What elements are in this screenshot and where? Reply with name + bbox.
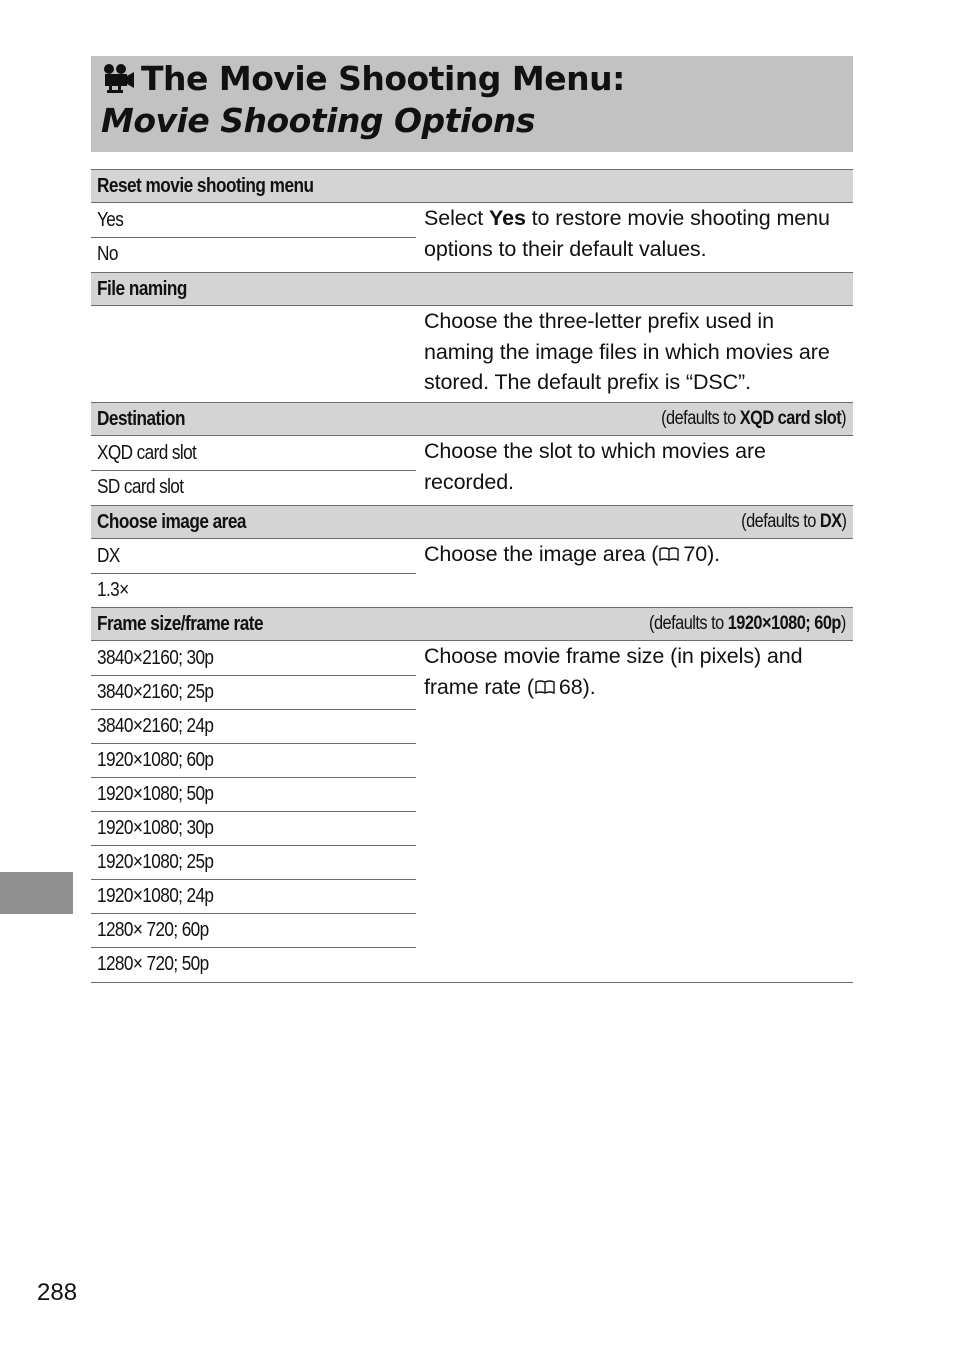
default-text: ) [841, 511, 846, 532]
section-header [91, 402, 853, 436]
option-label: DX [97, 545, 120, 567]
section-title: Reset movie shooting menu [97, 175, 314, 197]
section-header [91, 169, 853, 203]
default-value: DX [819, 511, 842, 532]
default-text: (defaults to [661, 408, 740, 429]
page-reference: 70 [683, 542, 708, 566]
option-row [91, 642, 416, 676]
option-row [91, 744, 416, 778]
page-title [101, 58, 853, 100]
option-row [91, 778, 416, 812]
option-row [91, 948, 416, 982]
section-header [91, 607, 853, 641]
option-row [91, 540, 416, 574]
section-default [661, 403, 846, 435]
option-row [91, 471, 416, 505]
option-label: 1.3× [97, 579, 129, 601]
default-text: ) [841, 613, 846, 634]
desc-text: Choose movie frame size (in pixels) and frame rate ( [424, 644, 803, 699]
section-title: Destination [97, 408, 185, 430]
desc-text: ). [582, 674, 596, 699]
section-title: Choose image area [97, 511, 246, 533]
section-description: Choose the slot to which movies are recorded. [424, 439, 766, 494]
desc-text: Choose the image area ( [424, 542, 659, 566]
section-default [741, 506, 846, 538]
option-label: XQD card slot [97, 442, 197, 464]
book-reference-icon [658, 546, 680, 562]
book-reference-icon [534, 679, 556, 695]
option-row [91, 914, 416, 948]
option-label: 3840×2160; 30p [97, 647, 214, 669]
option-label: 1920×1080; 50p [97, 783, 214, 805]
option-label: 3840×2160; 24p [97, 715, 214, 737]
option-label: 1920×1080; 60p [97, 749, 214, 771]
option-row [91, 812, 416, 846]
default-value: XQD card slot [739, 408, 842, 429]
option-label: 3840×2160; 25p [97, 681, 214, 703]
default-text: (defaults to [649, 613, 728, 634]
desc-text: to restore movie shooting menu options to their default values. [424, 206, 830, 261]
title-line-1: The Movie Shooting Menu: [141, 59, 625, 98]
option-label: 1920×1080; 24p [97, 885, 214, 907]
option-row [91, 880, 416, 914]
desc-emphasis: Yes [489, 206, 526, 230]
option-label: 1920×1080; 25p [97, 851, 214, 873]
option-label: SD card slot [97, 476, 184, 498]
section-description [424, 641, 849, 702]
desc-text: ). [707, 542, 720, 566]
section-title: Frame size/frame rate [97, 613, 264, 635]
section-header [91, 272, 853, 306]
section-description [424, 203, 849, 264]
option-row [91, 846, 416, 880]
option-label: 1920×1080; 30p [97, 817, 214, 839]
section-title: File naming [97, 278, 187, 300]
page-subtitle: Movie Shooting Options [101, 101, 536, 140]
option-row [91, 710, 416, 744]
page-title-box [91, 56, 853, 152]
option-label: 1280× 720; 60p [97, 919, 209, 941]
option-row [91, 676, 416, 710]
page-number: 288 [37, 1279, 78, 1306]
section-default [649, 608, 846, 640]
section-description: Choose the three-letter prefix used in naming the image files in which movies are stored. The default prefix is “DSC”. [424, 309, 830, 394]
default-text: (defaults to [740, 511, 820, 532]
option-row [91, 437, 416, 471]
section-tab-marker [0, 872, 73, 914]
default-value: 1920×1080; 60p [727, 613, 842, 634]
section-description [424, 539, 849, 570]
option-label: Yes [97, 209, 124, 231]
section-header [91, 505, 853, 539]
page-reference: 68 [558, 674, 583, 699]
option-label: No [97, 243, 118, 265]
option-row [91, 204, 416, 238]
movie-camera-icon [101, 63, 135, 93]
option-row [91, 238, 416, 272]
option-row [91, 574, 416, 608]
option-label: 1280× 720; 50p [97, 953, 209, 975]
default-text: ) [841, 408, 846, 429]
desc-text: Select [424, 206, 490, 230]
table-bottom-rule [91, 982, 853, 983]
